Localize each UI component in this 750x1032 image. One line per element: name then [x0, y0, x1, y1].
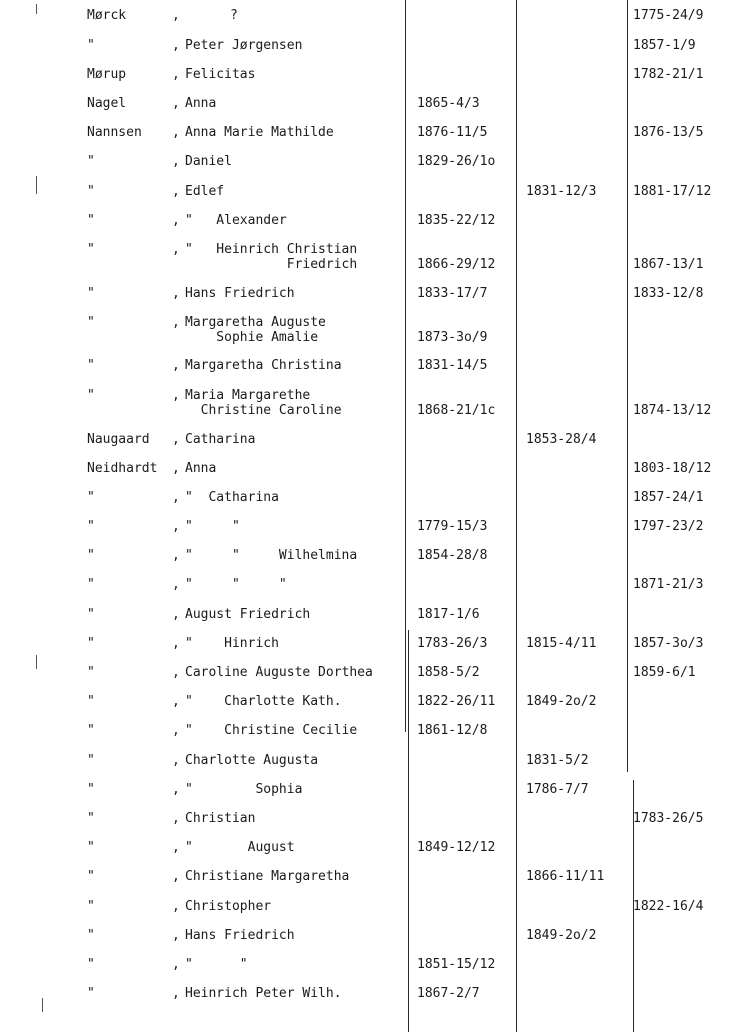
- separator: ,: [172, 519, 180, 534]
- given-name-continued: Christine Caroline: [185, 403, 342, 418]
- given-name: ?: [230, 8, 238, 23]
- date-col-1: 1865-4/3: [417, 96, 480, 111]
- given-name: Felicitas: [185, 67, 256, 82]
- surname: ": [87, 607, 95, 622]
- given-name: Peter Jørgensen: [185, 38, 303, 53]
- given-name: " Catharina: [185, 490, 279, 505]
- surname: ": [87, 811, 95, 826]
- given-name: Christiane Margaretha: [185, 869, 350, 884]
- given-name: Margaretha Auguste: [185, 315, 326, 330]
- date-col-3: 1797-23/2: [633, 519, 704, 534]
- separator: ,: [172, 461, 180, 476]
- date-col-1: 1849-12/12: [417, 840, 496, 855]
- given-name: " ": [185, 957, 248, 972]
- separator: ,: [172, 811, 180, 826]
- separator: ,: [172, 899, 180, 914]
- surname: ": [87, 753, 95, 768]
- date-col-2: 1853-28/4: [526, 432, 597, 447]
- given-name: Anna Marie Mathilde: [185, 125, 334, 140]
- surname: ": [87, 577, 95, 592]
- surname: ": [87, 184, 95, 199]
- separator: ,: [172, 213, 180, 228]
- given-name: Maria Margarethe: [185, 388, 311, 403]
- separator: ,: [172, 577, 180, 592]
- surname: ": [87, 38, 95, 53]
- date-col-2: 1849-2o/2: [526, 694, 597, 709]
- surname: ": [87, 782, 95, 797]
- date-col-2: 1831-5/2: [526, 753, 589, 768]
- given-name: Hans Friedrich: [185, 928, 295, 943]
- separator: ,: [172, 694, 180, 709]
- date-col-1: 1873-3o/9: [417, 330, 488, 345]
- separator: ,: [172, 957, 180, 972]
- surname: ": [87, 986, 95, 1001]
- given-name: Christopher: [185, 899, 272, 914]
- given-name: " " ": [185, 577, 287, 592]
- given-name: Edlef: [185, 184, 225, 199]
- surname: ": [87, 665, 95, 680]
- date-col-3: 1803-18/12: [633, 461, 712, 476]
- given-name: Caroline Auguste Dorthea: [185, 665, 373, 680]
- column-divider-2: [516, 0, 517, 1032]
- margin-mark: [42, 998, 43, 1012]
- given-name: Catharina: [185, 432, 256, 447]
- separator: ,: [172, 665, 180, 680]
- separator: ,: [172, 184, 180, 199]
- separator: ,: [172, 607, 180, 622]
- date-col-1: 1868-21/1c: [417, 403, 496, 418]
- separator: ,: [172, 869, 180, 884]
- column-divider-3: [627, 0, 628, 772]
- date-col-2: 1866-11/11: [526, 869, 605, 884]
- separator: ,: [172, 286, 180, 301]
- date-col-1: 1829-26/1o: [417, 154, 496, 169]
- date-col-3: 1874-13/12: [633, 403, 712, 418]
- given-name: Daniel: [185, 154, 232, 169]
- surname: Mørup: [87, 67, 127, 82]
- given-name: " Christine Cecilie: [185, 723, 358, 738]
- date-col-1: 1861-12/8: [417, 723, 488, 738]
- given-name-continued: Sophie Amalie: [185, 330, 319, 345]
- surname: ": [87, 957, 95, 972]
- separator: ,: [172, 125, 180, 140]
- date-col-1: 1835-22/12: [417, 213, 496, 228]
- given-name: " Sophia: [185, 782, 303, 797]
- separator: ,: [172, 548, 180, 563]
- date-col-3: 1775-24/9: [633, 8, 704, 23]
- surname: Mørck: [87, 8, 127, 23]
- date-col-1: 1817-1/6: [417, 607, 480, 622]
- date-col-1: 1833-17/7: [417, 286, 488, 301]
- separator: ,: [172, 928, 180, 943]
- surname: ": [87, 242, 95, 257]
- date-col-2: 1786-7/7: [526, 782, 589, 797]
- date-col-1: 1851-15/12: [417, 957, 496, 972]
- date-col-2: 1815-4/11: [526, 636, 597, 651]
- surname: ": [87, 899, 95, 914]
- surname: ": [87, 388, 95, 403]
- separator: ,: [172, 38, 180, 53]
- date-col-1: 1783-26/3: [417, 636, 488, 651]
- given-name: August Friedrich: [185, 607, 311, 622]
- given-name: " August: [185, 840, 295, 855]
- surname: ": [87, 869, 95, 884]
- separator: ,: [172, 67, 180, 82]
- margin-mark: [36, 655, 37, 669]
- date-col-2: 1831-12/3: [526, 184, 597, 199]
- separator: ,: [172, 8, 180, 23]
- surname: Neidhardt: [87, 461, 158, 476]
- column-divider-1b: [408, 630, 409, 1032]
- surname: ": [87, 315, 95, 330]
- surname: ": [87, 213, 95, 228]
- surname: Nagel: [87, 96, 127, 111]
- date-col-1: 1779-15/3: [417, 519, 488, 534]
- surname: ": [87, 548, 95, 563]
- date-col-3: 1782-21/1: [633, 67, 704, 82]
- date-col-3: 1857-1/9: [633, 38, 696, 53]
- date-col-3: 1833-12/8: [633, 286, 704, 301]
- given-name: Anna: [185, 461, 217, 476]
- given-name: Anna: [185, 96, 217, 111]
- margin-mark: [36, 4, 37, 14]
- separator: ,: [172, 986, 180, 1001]
- separator: ,: [172, 242, 180, 257]
- separator: ,: [172, 723, 180, 738]
- date-col-3: 1881-17/12: [633, 184, 712, 199]
- given-name: Margaretha Christina: [185, 358, 342, 373]
- surname: ": [87, 286, 95, 301]
- date-col-3: 1867-13/1: [633, 257, 704, 272]
- surname: ": [87, 490, 95, 505]
- given-name: " Hinrich: [185, 636, 279, 651]
- given-name: " Alexander: [185, 213, 287, 228]
- surname: ": [87, 928, 95, 943]
- date-col-1: 1854-28/8: [417, 548, 488, 563]
- given-name: Hans Friedrich: [185, 286, 295, 301]
- date-col-1: 1876-11/5: [417, 125, 488, 140]
- date-col-2: 1849-2o/2: [526, 928, 597, 943]
- date-col-3: 1857-24/1: [633, 490, 704, 505]
- separator: ,: [172, 315, 180, 330]
- surname: ": [87, 358, 95, 373]
- column-divider-1: [405, 0, 406, 732]
- date-col-3: 1822-16/4: [633, 899, 704, 914]
- surname: Naugaard: [87, 432, 150, 447]
- surname: ": [87, 636, 95, 651]
- separator: ,: [172, 782, 180, 797]
- separator: ,: [172, 358, 180, 373]
- separator: ,: [172, 753, 180, 768]
- surname: ": [87, 723, 95, 738]
- given-name: " " Wilhelmina: [185, 548, 358, 563]
- separator: ,: [172, 636, 180, 651]
- given-name: Heinrich Peter Wilh.: [185, 986, 342, 1001]
- date-col-1: 1867-2/7: [417, 986, 480, 1001]
- given-name: " Charlotte Kath.: [185, 694, 342, 709]
- surname: ": [87, 840, 95, 855]
- separator: ,: [172, 432, 180, 447]
- given-name: " Heinrich Christian: [185, 242, 358, 257]
- given-name-continued: Friedrich: [185, 257, 358, 272]
- date-col-3: 1857-3o/3: [633, 636, 704, 651]
- date-col-3: 1783-26/5: [633, 811, 704, 826]
- date-col-3: 1871-21/3: [633, 577, 704, 592]
- given-name: Christian: [185, 811, 256, 826]
- given-name: Charlotte Augusta: [185, 753, 319, 768]
- margin-mark: [36, 176, 37, 194]
- given-name: " ": [185, 519, 240, 534]
- date-col-1: 1822-26/11: [417, 694, 496, 709]
- date-col-3: 1876-13/5: [633, 125, 704, 140]
- surname: ": [87, 154, 95, 169]
- date-col-1: 1831-14/5: [417, 358, 488, 373]
- separator: ,: [172, 388, 180, 403]
- date-col-3: 1859-6/1: [633, 665, 696, 680]
- date-col-1: 1866-29/12: [417, 257, 496, 272]
- separator: ,: [172, 490, 180, 505]
- separator: ,: [172, 96, 180, 111]
- surname: ": [87, 519, 95, 534]
- date-col-1: 1858-5/2: [417, 665, 480, 680]
- surname: ": [87, 694, 95, 709]
- separator: ,: [172, 154, 180, 169]
- separator: ,: [172, 840, 180, 855]
- surname: Nannsen: [87, 125, 142, 140]
